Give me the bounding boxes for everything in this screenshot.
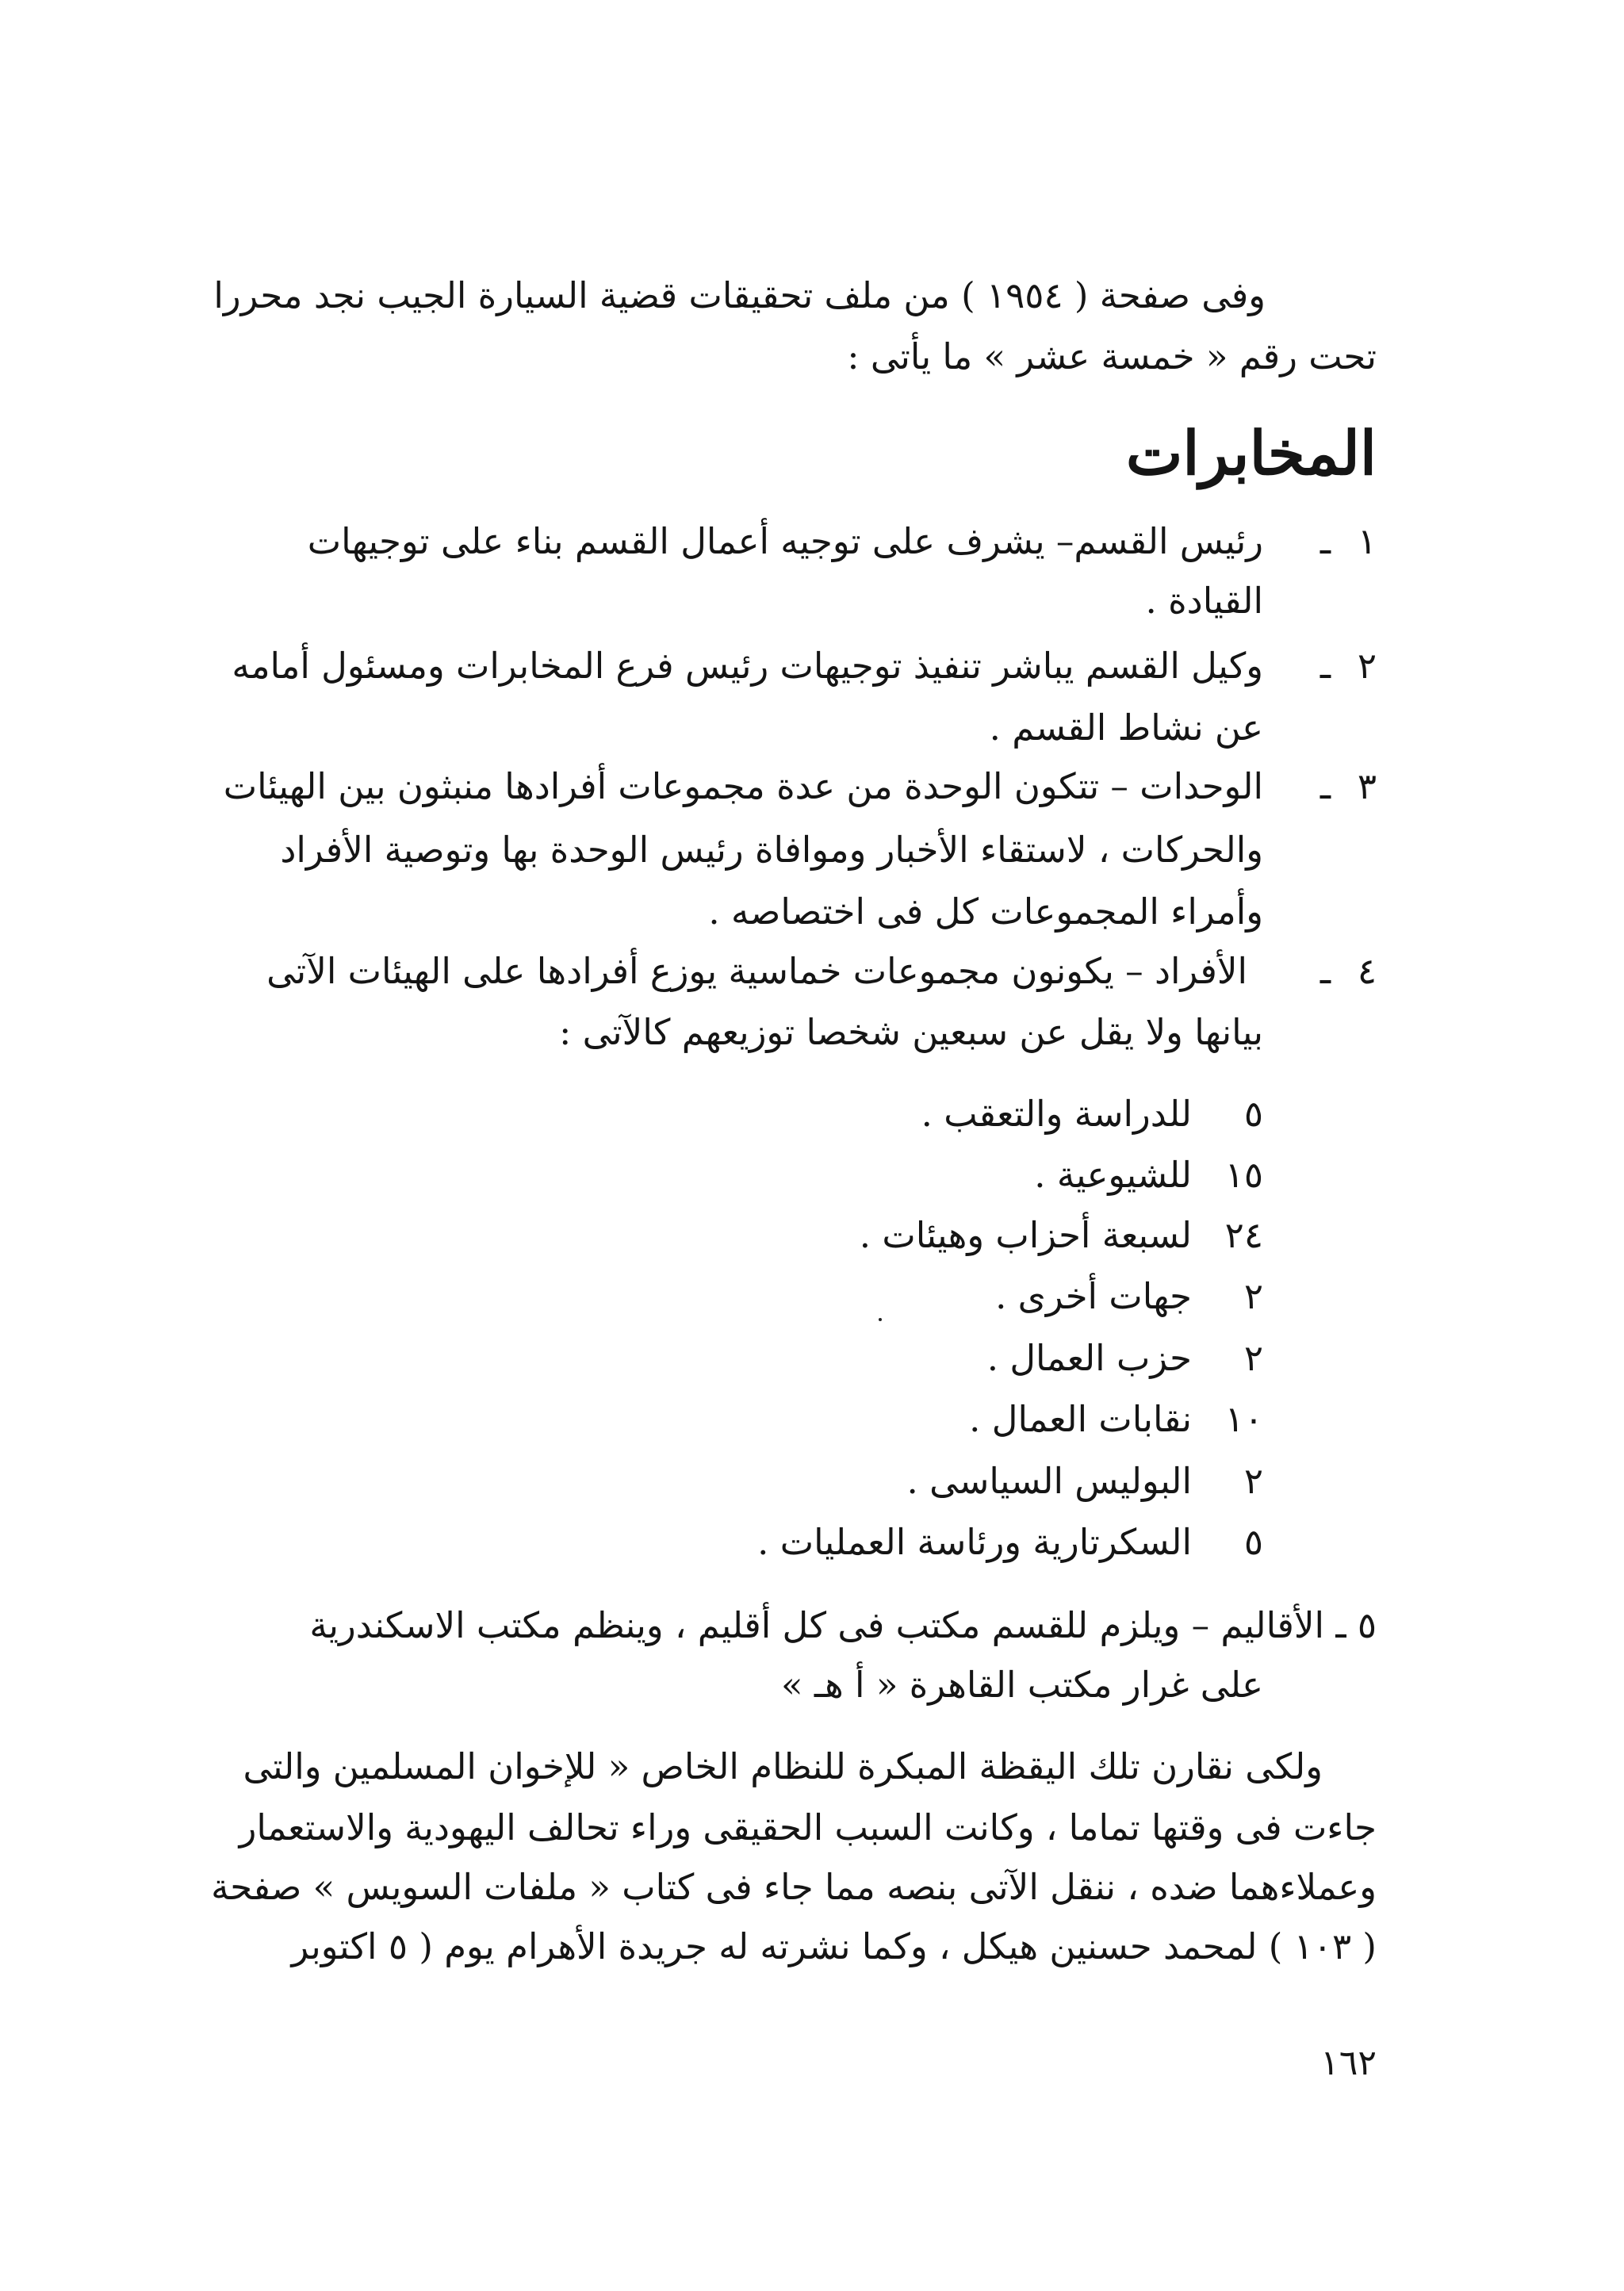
distribution-label: جهات أخرى .	[995, 1275, 1192, 1317]
item-1-line-1: رئيس القسم– يشرف على توجيه أعمال القسم بناء على توجيهات	[307, 520, 1263, 562]
item-3-number: ٣	[1357, 765, 1377, 807]
item-4-line-2: بيانها ولا يقل عن سبعين شخصا توزيعهم كالآتى :	[559, 1011, 1263, 1053]
distribution-count: ٢	[1243, 1275, 1263, 1317]
distribution-count: ٢٤	[1224, 1214, 1263, 1256]
distribution-count: ١٠	[1224, 1398, 1263, 1440]
item-3-line-1: الوحدات – تتكون الوحدة من عدة مجموعات أفرادها منبثون بين الهيئات	[223, 765, 1263, 807]
distribution-count: ٢	[1243, 1460, 1263, 1502]
page-number: ١٦٢	[1320, 2043, 1377, 2083]
item-4-number: ٤	[1357, 950, 1377, 992]
distribution-count: ٥	[1243, 1093, 1263, 1135]
distribution-count: ٥	[1243, 1521, 1263, 1563]
item-4-line-1: الأفراد – يكونون مجموعات خماسية يوزع أفرادها على الهيئات الآتى	[266, 950, 1247, 992]
closing-line-1: ولكى نقارن تلك اليقظة المبكرة للنظام الخاص « للإخوان المسلمين والتى	[243, 1745, 1323, 1787]
item-2-line-2: عن نشاط القسم .	[989, 707, 1263, 749]
item-2-line-1: وكيل القسم يباشر تنفيذ توجيهات رئيس فرع المخابرات ومسئول أمامه	[232, 645, 1263, 687]
item-3-dash: ـ	[1320, 765, 1331, 807]
scan-speck	[879, 1318, 882, 1321]
distribution-label: السكرتارية ورئاسة العمليات .	[757, 1521, 1192, 1563]
distribution-label: حزب العمال .	[986, 1337, 1192, 1379]
item-3-line-2: والحركات ، لاستقاء الأخبار وموافاة رئيس الوحدة بها وتوصية الأفراد	[280, 829, 1263, 871]
item-4-dash: ـ	[1320, 950, 1331, 992]
distribution-label: البوليس السياسى .	[906, 1460, 1192, 1502]
intro-line-2: تحت رقم « خمسة عشر » ما يأتى :	[847, 335, 1377, 377]
section-heading: المخابرات	[1125, 418, 1377, 488]
item-1-dash: ـ	[1320, 520, 1331, 562]
distribution-count: ١٥	[1224, 1154, 1263, 1196]
distribution-label: نقابات العمال .	[969, 1398, 1192, 1440]
item-1-number: ١	[1357, 520, 1377, 562]
closing-line-3: وعملاءهما ضده ، ننقل الآتى بنصه مما جاء فى كتاب « ملفات السويس » صفحة	[211, 1866, 1377, 1908]
distribution-label: للشيوعية .	[1034, 1154, 1192, 1196]
closing-line-2: جاءت فى وقتها تماما ، وكانت السبب الحقيقى وراء تحالف اليهودية والاستعمار	[239, 1806, 1377, 1849]
item-5-line-2: على غرار مكتب القاهرة « أ هـ »	[780, 1664, 1263, 1706]
item-1-line-2: القيادة .	[1145, 580, 1263, 622]
closing-line-4: ( ١٠٣ ) لمحمد حسنين هيكل ، وكما نشرته له جريدة الأهرام يوم ( ٥ اكتوبر	[291, 1925, 1377, 1967]
item-2-dash: ـ	[1320, 645, 1331, 687]
distribution-label: للدراسة والتعقب .	[921, 1093, 1192, 1135]
item-5-line-1: ٥ ـ الأقاليم – ويلزم للقسم مكتب فى كل أقليم ، وينظم مكتب الاسكندرية	[309, 1604, 1377, 1646]
intro-line-1: وفى صفحة ( ١٩٥٤ ) من ملف تحقيقات قضية السيارة الجيب نجد محررا	[213, 274, 1266, 316]
item-2-number: ٢	[1357, 645, 1377, 687]
distribution-count: ٢	[1243, 1337, 1263, 1379]
distribution-label: لسبعة أحزاب وهيئات .	[859, 1214, 1192, 1256]
item-3-line-3: وأمراء المجموعات كل فى اختصاصه .	[708, 891, 1263, 933]
